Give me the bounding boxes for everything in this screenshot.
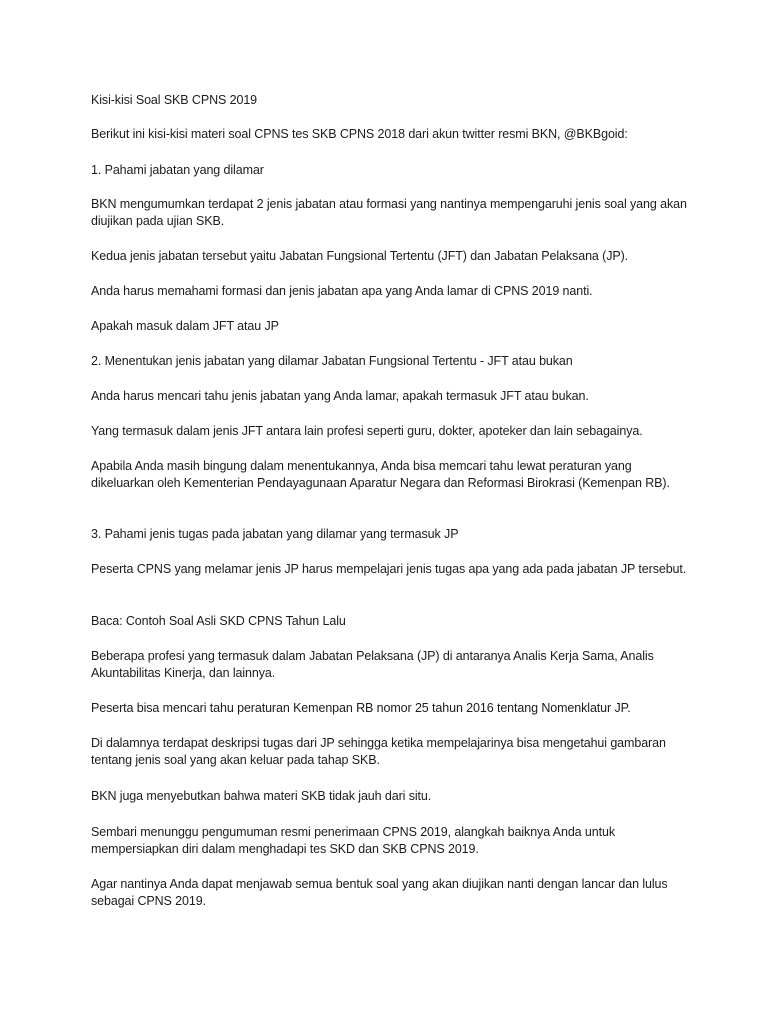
paragraph: Apakah masuk dalam JFT atau JP <box>91 319 279 333</box>
section-heading-1: 1. Pahami jabatan yang dilamar <box>91 163 264 177</box>
paragraph: Anda harus mencari tahu jenis jabatan yang Anda lamar, apakah termasuk JFT atau bukan. <box>91 389 589 403</box>
document-title: Kisi-kisi Soal SKB CPNS 2019 <box>91 93 258 107</box>
paragraph: Peserta CPNS yang melamar jenis JP harus mempelajari jenis tugas apa yang ada pada jabatan JP tersebut. <box>91 562 687 576</box>
paragraph: Sembari menunggu pengumuman resmi penerimaan CPNS 2019, alangkah baiknya Anda untuk mempersiapkan diri dalam menghadapi tes SKD dan SKB CPNS 2019. <box>91 825 615 856</box>
paragraph: BKN juga menyebutkan bahwa materi SKB tidak jauh dari situ. <box>91 789 432 803</box>
read-also-note: Baca: Contoh Soal Asli SKD CPNS Tahun Lalu <box>91 614 346 628</box>
paragraph: Di dalamnya terdapat deskripsi tugas dari JP sehingga ketika mempelajarinya bisa mengetahui gambaran tentang jenis soal yang akan keluar pada tahap SKB. <box>91 736 666 767</box>
section-heading-3: 3. Pahami jenis tugas pada jabatan yang dilamar yang termasuk JP <box>91 527 459 541</box>
intro-paragraph: Berikut ini kisi-kisi materi soal CPNS tes SKB CPNS 2018 dari akun twitter resmi BKN, @BKBgoid: <box>91 127 628 141</box>
paragraph: Yang termasuk dalam jenis JFT antara lain profesi seperti guru, dokter, apoteker dan lain sebagainya. <box>91 424 643 438</box>
paragraph: BKN mengumumkan terdapat 2 jenis jabatan atau formasi yang nantinya mempengaruhi jenis soal yang akan diujikan pada ujian SKB. <box>91 197 687 228</box>
paragraph: Peserta bisa mencari tahu peraturan Kemenpan RB nomor 25 tahun 2016 tentang Nomenklatur JP. <box>91 701 631 715</box>
paragraph: Apabila Anda masih bingung dalam menentukannya, Anda bisa memcari tahu lewat peraturan yang dikeluarkan oleh Kementerian Pendayagunaan Aparatur Negara dan Reformasi Birokrasi (Kemenpan RB). <box>91 459 670 490</box>
paragraph: Anda harus memahami formasi dan jenis jabatan apa yang Anda lamar di CPNS 2019 nanti. <box>91 284 593 298</box>
section-heading-2: 2. Menentukan jenis jabatan yang dilamar Jabatan Fungsional Tertentu - JFT atau bukan <box>91 354 573 368</box>
paragraph: Beberapa profesi yang termasuk dalam Jabatan Pelaksana (JP) di antaranya Analis Kerja Sama, Analis Akuntabilitas Kinerja, dan lainnya. <box>91 649 654 680</box>
closing-paragraph: Agar nantinya Anda dapat menjawab semua bentuk soal yang akan diujikan nanti dengan lancar dan lulus sebagai CPNS 2019. <box>91 877 668 908</box>
paragraph: Kedua jenis jabatan tersebut yaitu Jabatan Fungsional Tertentu (JFT) dan Jabatan Pelaksana (JP). <box>91 249 629 263</box>
